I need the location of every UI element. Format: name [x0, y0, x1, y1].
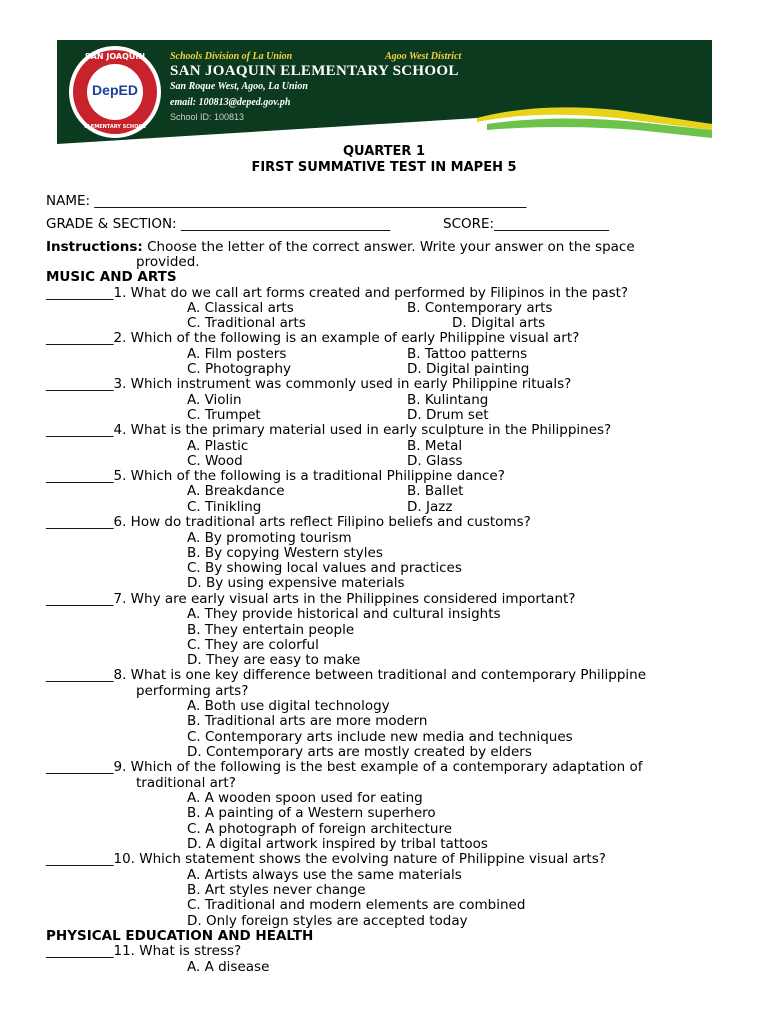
q6-option-c: C. By showing local values and practices	[187, 560, 462, 576]
district-name: Agoo West District	[385, 51, 462, 62]
school-address: San Roque West, Agoo, La Union	[170, 81, 308, 92]
q5-option-a: A. Breakdance	[187, 483, 285, 499]
q1-option-b: B. Contemporary arts	[407, 300, 553, 316]
q5-option-d: D. Jazz	[407, 499, 453, 515]
q8-option-c: C. Contemporary arts include new media and techniques	[187, 729, 573, 745]
question-10: __________10. Which statement shows the evolving nature of Philippine visual arts?	[46, 851, 606, 867]
q7-option-d: D. They are easy to make	[187, 652, 361, 668]
question-7: __________7. Why are early visual arts in the Philippines considered important?	[46, 591, 576, 607]
q3-option-d: D. Drum set	[407, 407, 489, 423]
q10-option-b: B. Art styles never change	[187, 882, 366, 898]
q7-option-a: A. They provide historical and cultural insights	[187, 606, 501, 622]
q9-option-d: D. A digital artwork inspired by tribal tattoos	[187, 836, 488, 852]
q3-option-a: A. Violin	[187, 392, 242, 408]
test-title: FIRST SUMMATIVE TEST IN MAPEH 5	[251, 160, 517, 175]
question-9-cont: traditional art?	[136, 775, 236, 791]
q10-option-a: A. Artists always use the same materials	[187, 867, 462, 883]
q5-option-b: B. Ballet	[407, 483, 464, 499]
q2-option-c: C. Photography	[187, 361, 292, 377]
score-field: SCORE:_________________	[443, 216, 609, 232]
section-music-arts: MUSIC AND ARTS	[46, 269, 177, 285]
q4-option-a: A. Plastic	[187, 438, 249, 454]
q9-option-b: B. A painting of a Western superhero	[187, 805, 436, 821]
instructions-text-2: provided.	[136, 254, 200, 270]
school-header-banner	[57, 40, 712, 144]
q10-option-c: C. Traditional and modern elements are combined	[187, 897, 526, 913]
q3-option-b: B. Kulintang	[407, 392, 489, 408]
question-5: __________5. Which of the following is a traditional Philippine dance?	[46, 468, 505, 484]
question-3: __________3. Which instrument was commonly used in early Philippine rituals?	[46, 376, 572, 392]
q4-option-b: B. Metal	[407, 438, 463, 454]
instructions	[46, 239, 635, 255]
school-logo	[69, 46, 161, 138]
q6-option-a: A. By promoting tourism	[187, 530, 352, 546]
division-name: Schools Division of La Union	[170, 51, 293, 62]
question-1: __________1. What do we call art forms created and performed by Filipinos in the past?	[46, 285, 629, 301]
q8-option-a: A. Both use digital technology	[187, 698, 390, 714]
q2-option-a: A. Film posters	[187, 346, 287, 362]
question-6: __________6. How do traditional arts reflect Filipino beliefs and customs?	[46, 514, 531, 530]
q4-option-d: D. Glass	[407, 453, 463, 469]
question-8: __________8. What is one key difference between traditional and contemporary Philippine	[46, 667, 647, 683]
q3-option-c: C. Trumpet	[187, 407, 261, 423]
question-4: __________4. What is the primary material used in early sculpture in the Philippines?	[46, 422, 612, 438]
question-11: __________11. What is stress?	[46, 943, 242, 959]
question-2: __________2. Which of the following is an example of early Philippine visual art?	[46, 330, 580, 346]
logo-bottom-text: ELEMENTARY SCHOOL	[84, 124, 146, 130]
school-name: SAN JOAQUIN ELEMENTARY SCHOOL	[170, 63, 459, 79]
grade-section-field: GRADE & SECTION: _______________________________	[46, 216, 391, 232]
school-id: School ID: 100813	[170, 112, 245, 122]
q1-option-a: A. Classical arts	[187, 300, 294, 316]
name-field: NAME: ________________________________________________________________	[46, 193, 527, 209]
q2-option-d: D. Digital painting	[407, 361, 530, 377]
q1-option-c: C. Traditional arts	[187, 315, 306, 331]
q6-option-d: D. By using expensive materials	[187, 575, 405, 591]
q7-option-b: B. They entertain people	[187, 622, 355, 638]
q7-option-c: C. They are colorful	[187, 637, 319, 653]
school-email: email: 100813@deped.gov.ph	[170, 97, 291, 108]
instructions-text: Choose the letter of the correct answer. Write your answer on the space	[142, 239, 635, 255]
q2-option-b: B. Tattoo patterns	[407, 346, 528, 362]
q8-option-b: B. Traditional arts are more modern	[187, 713, 428, 729]
q5-option-c: C. Tinikling	[187, 499, 262, 515]
q8-option-d: D. Contemporary arts are mostly created by elders	[187, 744, 532, 760]
logo-center-text: DepED	[92, 82, 138, 98]
logo-top-text: SAN JOAQUIN	[84, 52, 146, 61]
q4-option-c: C. Wood	[187, 453, 243, 469]
section-pe-health: PHYSICAL EDUCATION AND HEALTH	[46, 928, 314, 944]
instructions-label: Instructions:	[46, 239, 143, 255]
q10-option-d: D. Only foreign styles are accepted today	[187, 913, 468, 929]
q9-option-c: C. A photograph of foreign architecture	[187, 821, 453, 837]
q6-option-b: B. By copying Western styles	[187, 545, 383, 561]
quarter-title: QUARTER 1	[342, 144, 426, 159]
question-8-cont: performing arts?	[136, 683, 249, 699]
q9-option-a: A. A wooden spoon used for eating	[187, 790, 423, 806]
q1-option-d: D. Digital arts	[452, 315, 546, 331]
question-9: __________9. Which of the following is the best example of a contemporary adaptation of	[46, 759, 643, 775]
q11-option-a: A. A disease	[187, 959, 270, 975]
